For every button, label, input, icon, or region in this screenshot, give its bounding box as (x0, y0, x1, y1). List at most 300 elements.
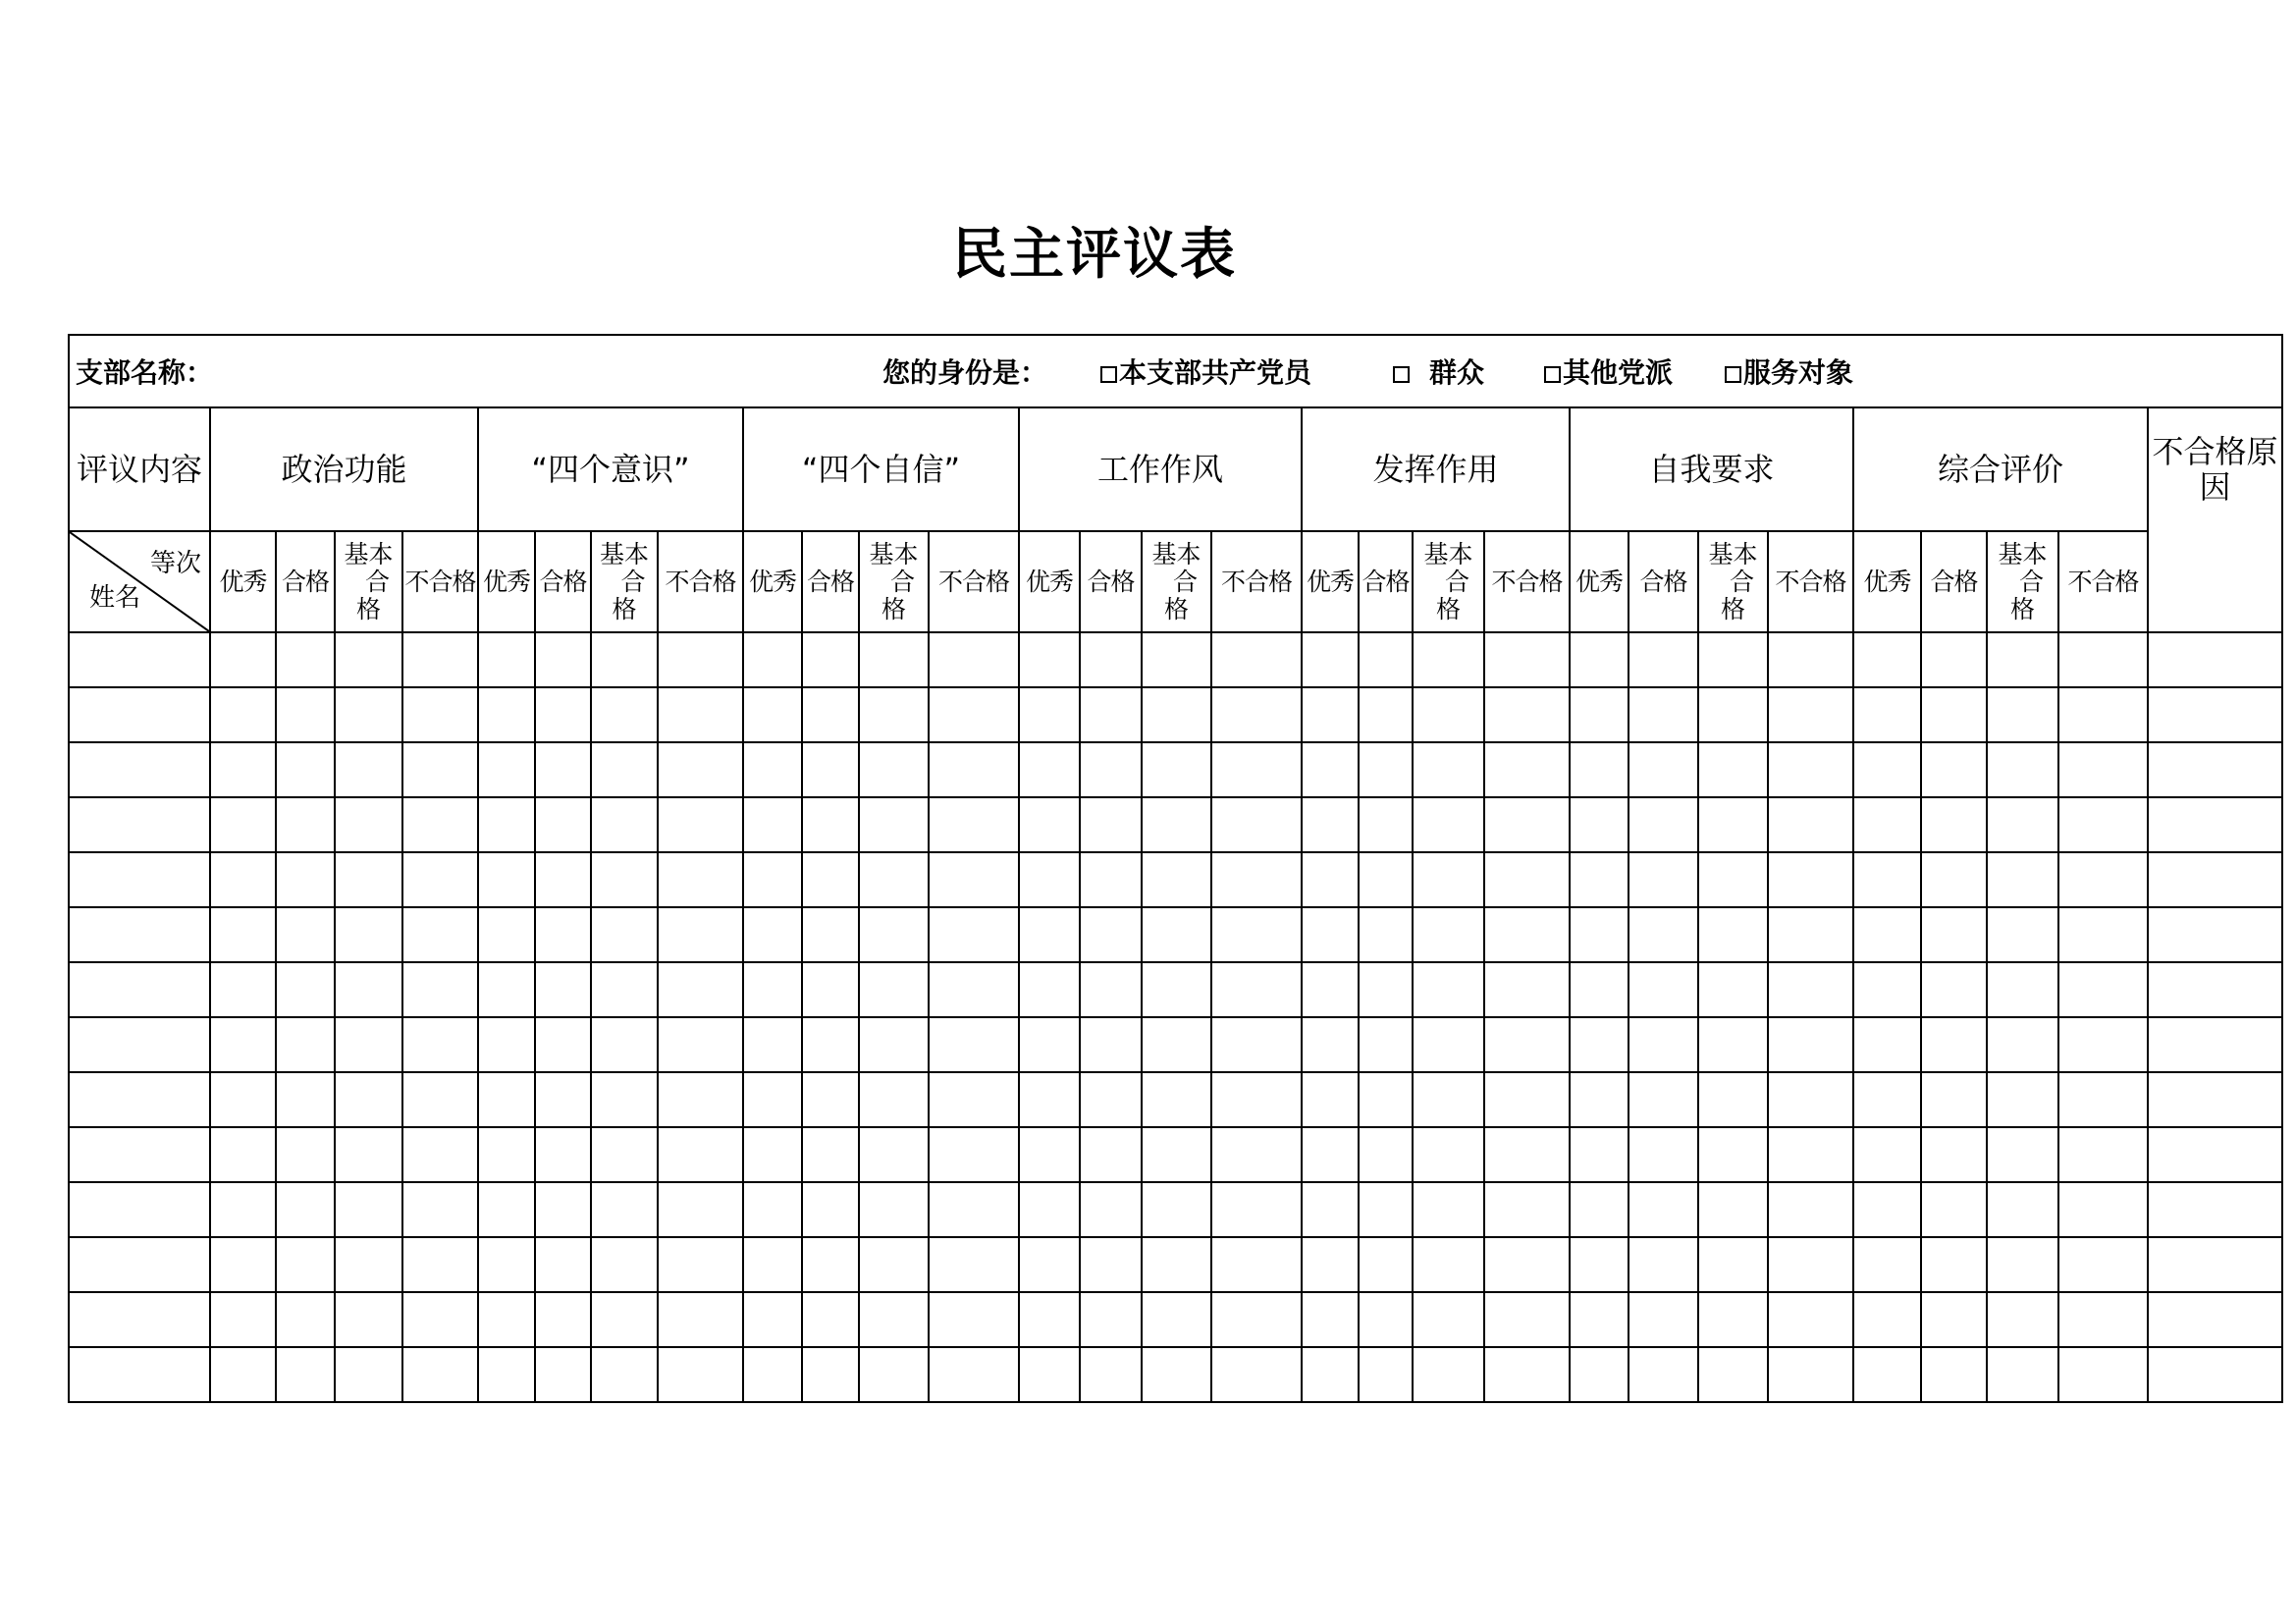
grade-mark-cell[interactable] (2058, 1347, 2148, 1402)
grade-mark-cell[interactable] (1853, 1072, 1921, 1127)
reason-cell[interactable] (2148, 1237, 2282, 1292)
grade-mark-cell[interactable] (591, 852, 658, 907)
grade-mark-cell[interactable] (802, 1072, 859, 1127)
grade-mark-cell[interactable] (1359, 1182, 1413, 1237)
grade-mark-cell[interactable] (402, 1237, 478, 1292)
identity-option-party-member[interactable] (1100, 352, 1311, 391)
grade-mark-cell[interactable] (402, 1182, 478, 1237)
grade-mark-cell[interactable] (929, 632, 1019, 687)
grade-mark-cell[interactable] (591, 632, 658, 687)
grade-mark-cell[interactable] (535, 1127, 591, 1182)
grade-mark-cell[interactable] (335, 1292, 402, 1347)
grade-mark-cell[interactable] (743, 797, 802, 852)
grade-mark-cell[interactable] (1413, 687, 1484, 742)
grade-mark-cell[interactable] (658, 1292, 743, 1347)
grade-mark-cell[interactable] (276, 797, 335, 852)
grade-mark-cell[interactable] (929, 1127, 1019, 1182)
grade-mark-cell[interactable] (1302, 852, 1359, 907)
grade-mark-cell[interactable] (1921, 1237, 1987, 1292)
grade-mark-cell[interactable] (335, 742, 402, 797)
grade-mark-cell[interactable] (1211, 1347, 1302, 1402)
grade-mark-cell[interactable] (743, 852, 802, 907)
identity-option-service-object[interactable] (1725, 352, 1853, 391)
grade-mark-cell[interactable] (478, 1127, 535, 1182)
grade-mark-cell[interactable] (1302, 907, 1359, 962)
grade-mark-cell[interactable] (1211, 962, 1302, 1017)
grade-mark-cell[interactable] (335, 1237, 402, 1292)
grade-mark-cell[interactable] (1629, 1017, 1698, 1072)
grade-mark-cell[interactable] (276, 962, 335, 1017)
grade-mark-cell[interactable] (929, 797, 1019, 852)
grade-mark-cell[interactable] (478, 1237, 535, 1292)
grade-mark-cell[interactable] (1019, 1017, 1080, 1072)
grade-mark-cell[interactable] (1987, 907, 2058, 962)
grade-mark-cell[interactable] (1413, 1182, 1484, 1237)
name-cell[interactable] (69, 797, 210, 852)
name-cell[interactable] (69, 742, 210, 797)
grade-mark-cell[interactable] (859, 687, 929, 742)
name-cell[interactable] (69, 687, 210, 742)
reason-cell[interactable] (2148, 1127, 2282, 1182)
grade-mark-cell[interactable] (1570, 1072, 1629, 1127)
grade-mark-cell[interactable] (1987, 1072, 2058, 1127)
grade-mark-cell[interactable] (1484, 1017, 1570, 1072)
grade-mark-cell[interactable] (743, 632, 802, 687)
grade-mark-cell[interactable] (1484, 1237, 1570, 1292)
grade-mark-cell[interactable] (1853, 1017, 1921, 1072)
grade-mark-cell[interactable] (859, 1127, 929, 1182)
grade-mark-cell[interactable] (658, 1127, 743, 1182)
grade-mark-cell[interactable] (210, 1127, 276, 1182)
grade-mark-cell[interactable] (1302, 1347, 1359, 1402)
grade-mark-cell[interactable] (1768, 1127, 1853, 1182)
grade-mark-cell[interactable] (335, 797, 402, 852)
grade-mark-cell[interactable] (591, 1182, 658, 1237)
grade-mark-cell[interactable] (210, 1237, 276, 1292)
grade-mark-cell[interactable] (478, 852, 535, 907)
grade-mark-cell[interactable] (1359, 1237, 1413, 1292)
grade-mark-cell[interactable] (535, 742, 591, 797)
grade-mark-cell[interactable] (1921, 797, 1987, 852)
grade-mark-cell[interactable] (1629, 797, 1698, 852)
grade-mark-cell[interactable] (210, 1292, 276, 1347)
grade-mark-cell[interactable] (2058, 1292, 2148, 1347)
grade-mark-cell[interactable] (1080, 1127, 1142, 1182)
grade-mark-cell[interactable] (743, 907, 802, 962)
grade-mark-cell[interactable] (1413, 1237, 1484, 1292)
grade-mark-cell[interactable] (1413, 852, 1484, 907)
grade-mark-cell[interactable] (210, 1017, 276, 1072)
grade-mark-cell[interactable] (1484, 1347, 1570, 1402)
grade-mark-cell[interactable] (1080, 852, 1142, 907)
grade-mark-cell[interactable] (1080, 962, 1142, 1017)
name-cell[interactable] (69, 907, 210, 962)
grade-mark-cell[interactable] (402, 797, 478, 852)
grade-mark-cell[interactable] (478, 687, 535, 742)
grade-mark-cell[interactable] (1629, 962, 1698, 1017)
grade-mark-cell[interactable] (1142, 1182, 1211, 1237)
grade-mark-cell[interactable] (929, 852, 1019, 907)
grade-mark-cell[interactable] (535, 1017, 591, 1072)
grade-mark-cell[interactable] (1570, 1017, 1629, 1072)
grade-mark-cell[interactable] (276, 632, 335, 687)
grade-mark-cell[interactable] (1768, 1182, 1853, 1237)
grade-mark-cell[interactable] (1768, 852, 1853, 907)
grade-mark-cell[interactable] (1698, 1347, 1768, 1402)
grade-mark-cell[interactable] (1921, 852, 1987, 907)
grade-mark-cell[interactable] (1484, 907, 1570, 962)
grade-mark-cell[interactable] (1019, 632, 1080, 687)
grade-mark-cell[interactable] (1359, 632, 1413, 687)
grade-mark-cell[interactable] (1142, 797, 1211, 852)
grade-mark-cell[interactable] (1359, 797, 1413, 852)
grade-mark-cell[interactable] (859, 797, 929, 852)
grade-mark-cell[interactable] (1142, 632, 1211, 687)
grade-mark-cell[interactable] (1211, 1072, 1302, 1127)
grade-mark-cell[interactable] (929, 1072, 1019, 1127)
grade-mark-cell[interactable] (658, 1237, 743, 1292)
grade-mark-cell[interactable] (1629, 1237, 1698, 1292)
grade-mark-cell[interactable] (743, 962, 802, 1017)
grade-mark-cell[interactable] (1413, 907, 1484, 962)
grade-mark-cell[interactable] (1629, 907, 1698, 962)
grade-mark-cell[interactable] (1698, 852, 1768, 907)
grade-mark-cell[interactable] (1019, 1127, 1080, 1182)
grade-mark-cell[interactable] (535, 962, 591, 1017)
grade-mark-cell[interactable] (1698, 1072, 1768, 1127)
grade-mark-cell[interactable] (210, 1347, 276, 1402)
grade-mark-cell[interactable] (1142, 1347, 1211, 1402)
name-cell[interactable] (69, 1017, 210, 1072)
grade-mark-cell[interactable] (1698, 742, 1768, 797)
grade-mark-cell[interactable] (1853, 742, 1921, 797)
grade-mark-cell[interactable] (802, 742, 859, 797)
grade-mark-cell[interactable] (1359, 1017, 1413, 1072)
grade-mark-cell[interactable] (1570, 687, 1629, 742)
grade-mark-cell[interactable] (802, 1017, 859, 1072)
grade-mark-cell[interactable] (1080, 1292, 1142, 1347)
grade-mark-cell[interactable] (591, 1292, 658, 1347)
grade-mark-cell[interactable] (1768, 742, 1853, 797)
grade-mark-cell[interactable] (802, 1292, 859, 1347)
grade-mark-cell[interactable] (859, 1237, 929, 1292)
grade-mark-cell[interactable] (1019, 687, 1080, 742)
grade-mark-cell[interactable] (1302, 632, 1359, 687)
grade-mark-cell[interactable] (535, 1182, 591, 1237)
grade-mark-cell[interactable] (1302, 962, 1359, 1017)
grade-mark-cell[interactable] (1921, 1182, 1987, 1237)
grade-mark-cell[interactable] (743, 1127, 802, 1182)
grade-mark-cell[interactable] (1080, 1347, 1142, 1402)
reason-cell[interactable] (2148, 1182, 2282, 1237)
grade-mark-cell[interactable] (535, 907, 591, 962)
grade-mark-cell[interactable] (929, 962, 1019, 1017)
grade-mark-cell[interactable] (1302, 1182, 1359, 1237)
grade-mark-cell[interactable] (402, 1017, 478, 1072)
grade-mark-cell[interactable] (2058, 797, 2148, 852)
grade-mark-cell[interactable] (1987, 1127, 2058, 1182)
grade-mark-cell[interactable] (1853, 1127, 1921, 1182)
grade-mark-cell[interactable] (1019, 1182, 1080, 1237)
grade-mark-cell[interactable] (929, 742, 1019, 797)
grade-mark-cell[interactable] (1629, 1072, 1698, 1127)
name-cell[interactable] (69, 1127, 210, 1182)
grade-mark-cell[interactable] (335, 687, 402, 742)
grade-mark-cell[interactable] (1484, 1292, 1570, 1347)
grade-mark-cell[interactable] (591, 1237, 658, 1292)
grade-mark-cell[interactable] (210, 907, 276, 962)
grade-mark-cell[interactable] (929, 687, 1019, 742)
grade-mark-cell[interactable] (2058, 962, 2148, 1017)
grade-mark-cell[interactable] (658, 907, 743, 962)
grade-mark-cell[interactable] (210, 852, 276, 907)
grade-mark-cell[interactable] (335, 1182, 402, 1237)
grade-mark-cell[interactable] (2058, 1072, 2148, 1127)
grade-mark-cell[interactable] (1921, 962, 1987, 1017)
grade-mark-cell[interactable] (478, 1182, 535, 1237)
grade-mark-cell[interactable] (335, 907, 402, 962)
name-cell[interactable] (69, 1347, 210, 1402)
grade-mark-cell[interactable] (1853, 1347, 1921, 1402)
grade-mark-cell[interactable] (1080, 907, 1142, 962)
grade-mark-cell[interactable] (1080, 632, 1142, 687)
grade-mark-cell[interactable] (1080, 1017, 1142, 1072)
grade-mark-cell[interactable] (1019, 1292, 1080, 1347)
reason-cell[interactable] (2148, 1347, 2282, 1402)
grade-mark-cell[interactable] (591, 907, 658, 962)
grade-mark-cell[interactable] (276, 1347, 335, 1402)
grade-mark-cell[interactable] (1484, 962, 1570, 1017)
grade-mark-cell[interactable] (743, 1182, 802, 1237)
grade-mark-cell[interactable] (1359, 962, 1413, 1017)
grade-mark-cell[interactable] (276, 1292, 335, 1347)
identity-option-other-party[interactable] (1544, 352, 1673, 391)
grade-mark-cell[interactable] (1211, 1017, 1302, 1072)
grade-mark-cell[interactable] (1629, 1127, 1698, 1182)
grade-mark-cell[interactable] (478, 907, 535, 962)
name-cell[interactable] (69, 1182, 210, 1237)
grade-mark-cell[interactable] (1570, 1182, 1629, 1237)
grade-mark-cell[interactable] (591, 687, 658, 742)
grade-mark-cell[interactable] (1413, 742, 1484, 797)
grade-mark-cell[interactable] (1484, 1182, 1570, 1237)
reason-cell[interactable] (2148, 852, 2282, 907)
grade-mark-cell[interactable] (1080, 1182, 1142, 1237)
grade-mark-cell[interactable] (859, 1182, 929, 1237)
grade-mark-cell[interactable] (1211, 907, 1302, 962)
grade-mark-cell[interactable] (1413, 962, 1484, 1017)
grade-mark-cell[interactable] (929, 1237, 1019, 1292)
grade-mark-cell[interactable] (478, 1017, 535, 1072)
grade-mark-cell[interactable] (1302, 1072, 1359, 1127)
grade-mark-cell[interactable] (1768, 907, 1853, 962)
grade-mark-cell[interactable] (859, 852, 929, 907)
grade-mark-cell[interactable] (1768, 632, 1853, 687)
grade-mark-cell[interactable] (1142, 907, 1211, 962)
grade-mark-cell[interactable] (929, 1292, 1019, 1347)
grade-mark-cell[interactable] (1142, 1017, 1211, 1072)
grade-mark-cell[interactable] (1629, 1347, 1698, 1402)
grade-mark-cell[interactable] (1302, 1127, 1359, 1182)
grade-mark-cell[interactable] (1484, 1072, 1570, 1127)
grade-mark-cell[interactable] (1768, 1237, 1853, 1292)
grade-mark-cell[interactable] (1302, 1292, 1359, 1347)
grade-mark-cell[interactable] (1211, 852, 1302, 907)
grade-mark-cell[interactable] (1413, 1017, 1484, 1072)
grade-mark-cell[interactable] (743, 1347, 802, 1402)
grade-mark-cell[interactable] (1302, 1017, 1359, 1072)
grade-mark-cell[interactable] (1698, 1292, 1768, 1347)
grade-mark-cell[interactable] (1921, 1072, 1987, 1127)
grade-mark-cell[interactable] (802, 852, 859, 907)
grade-mark-cell[interactable] (658, 632, 743, 687)
grade-mark-cell[interactable] (2058, 1017, 2148, 1072)
checkbox-icon[interactable] (1544, 366, 1561, 383)
grade-mark-cell[interactable] (1921, 907, 1987, 962)
grade-mark-cell[interactable] (535, 852, 591, 907)
grade-mark-cell[interactable] (743, 1237, 802, 1292)
grade-mark-cell[interactable] (1698, 962, 1768, 1017)
grade-mark-cell[interactable] (1019, 962, 1080, 1017)
grade-mark-cell[interactable] (1921, 632, 1987, 687)
reason-cell[interactable] (2148, 632, 2282, 687)
grade-mark-cell[interactable] (1570, 1292, 1629, 1347)
grade-mark-cell[interactable] (1019, 1237, 1080, 1292)
grade-mark-cell[interactable] (535, 687, 591, 742)
grade-mark-cell[interactable] (335, 852, 402, 907)
grade-mark-cell[interactable] (929, 1017, 1019, 1072)
grade-mark-cell[interactable] (802, 1182, 859, 1237)
grade-mark-cell[interactable] (859, 1292, 929, 1347)
grade-mark-cell[interactable] (1921, 1017, 1987, 1072)
grade-mark-cell[interactable] (1080, 797, 1142, 852)
grade-mark-cell[interactable] (1211, 1127, 1302, 1182)
grade-mark-cell[interactable] (210, 797, 276, 852)
grade-mark-cell[interactable] (2058, 852, 2148, 907)
grade-mark-cell[interactable] (802, 1237, 859, 1292)
grade-mark-cell[interactable] (1484, 797, 1570, 852)
grade-mark-cell[interactable] (1853, 907, 1921, 962)
name-cell[interactable] (69, 852, 210, 907)
grade-mark-cell[interactable] (1142, 1292, 1211, 1347)
grade-mark-cell[interactable] (1853, 1182, 1921, 1237)
grade-mark-cell[interactable] (1570, 962, 1629, 1017)
grade-mark-cell[interactable] (535, 1347, 591, 1402)
grade-mark-cell[interactable] (1302, 742, 1359, 797)
grade-mark-cell[interactable] (2058, 742, 2148, 797)
grade-mark-cell[interactable] (859, 632, 929, 687)
grade-mark-cell[interactable] (658, 1182, 743, 1237)
grade-mark-cell[interactable] (743, 1292, 802, 1347)
name-cell[interactable] (69, 1072, 210, 1127)
grade-mark-cell[interactable] (335, 1017, 402, 1072)
grade-mark-cell[interactable] (1698, 907, 1768, 962)
name-cell[interactable] (69, 1237, 210, 1292)
grade-mark-cell[interactable] (1359, 687, 1413, 742)
grade-mark-cell[interactable] (210, 742, 276, 797)
grade-mark-cell[interactable] (1570, 742, 1629, 797)
grade-mark-cell[interactable] (1570, 632, 1629, 687)
grade-mark-cell[interactable] (1080, 687, 1142, 742)
grade-mark-cell[interactable] (1302, 797, 1359, 852)
grade-mark-cell[interactable] (591, 1072, 658, 1127)
grade-mark-cell[interactable] (1142, 742, 1211, 797)
grade-mark-cell[interactable] (1211, 797, 1302, 852)
grade-mark-cell[interactable] (335, 962, 402, 1017)
reason-cell[interactable] (2148, 1017, 2282, 1072)
grade-mark-cell[interactable] (658, 687, 743, 742)
grade-mark-cell[interactable] (802, 962, 859, 1017)
grade-mark-cell[interactable] (1211, 742, 1302, 797)
grade-mark-cell[interactable] (402, 907, 478, 962)
grade-mark-cell[interactable] (1921, 687, 1987, 742)
grade-mark-cell[interactable] (1570, 1127, 1629, 1182)
grade-mark-cell[interactable] (1768, 1072, 1853, 1127)
grade-mark-cell[interactable] (402, 1347, 478, 1402)
grade-mark-cell[interactable] (591, 962, 658, 1017)
grade-mark-cell[interactable] (1142, 852, 1211, 907)
grade-mark-cell[interactable] (1698, 797, 1768, 852)
grade-mark-cell[interactable] (929, 1182, 1019, 1237)
grade-mark-cell[interactable] (859, 1072, 929, 1127)
grade-mark-cell[interactable] (1211, 1237, 1302, 1292)
grade-mark-cell[interactable] (535, 1292, 591, 1347)
grade-mark-cell[interactable] (1921, 1127, 1987, 1182)
grade-mark-cell[interactable] (1987, 797, 2058, 852)
grade-mark-cell[interactable] (1570, 797, 1629, 852)
grade-mark-cell[interactable] (1853, 797, 1921, 852)
grade-mark-cell[interactable] (210, 632, 276, 687)
grade-mark-cell[interactable] (1698, 1182, 1768, 1237)
name-cell[interactable] (69, 632, 210, 687)
grade-mark-cell[interactable] (1698, 632, 1768, 687)
grade-mark-cell[interactable] (402, 852, 478, 907)
grade-mark-cell[interactable] (591, 1347, 658, 1402)
grade-mark-cell[interactable] (1987, 632, 2058, 687)
grade-mark-cell[interactable] (276, 907, 335, 962)
grade-mark-cell[interactable] (1629, 1292, 1698, 1347)
grade-mark-cell[interactable] (478, 1347, 535, 1402)
grade-mark-cell[interactable] (1768, 1347, 1853, 1402)
grade-mark-cell[interactable] (1921, 742, 1987, 797)
grade-mark-cell[interactable] (1570, 1237, 1629, 1292)
grade-mark-cell[interactable] (402, 1292, 478, 1347)
grade-mark-cell[interactable] (1019, 1347, 1080, 1402)
grade-mark-cell[interactable] (1484, 852, 1570, 907)
grade-mark-cell[interactable] (2058, 1182, 2148, 1237)
grade-mark-cell[interactable] (1019, 1072, 1080, 1127)
name-cell[interactable] (69, 1292, 210, 1347)
grade-mark-cell[interactable] (1019, 907, 1080, 962)
grade-mark-cell[interactable] (478, 742, 535, 797)
grade-mark-cell[interactable] (1211, 1182, 1302, 1237)
grade-mark-cell[interactable] (1413, 632, 1484, 687)
grade-mark-cell[interactable] (2058, 1237, 2148, 1292)
grade-mark-cell[interactable] (1019, 742, 1080, 797)
grade-mark-cell[interactable] (478, 1072, 535, 1127)
grade-mark-cell[interactable] (402, 962, 478, 1017)
grade-mark-cell[interactable] (658, 742, 743, 797)
grade-mark-cell[interactable] (1019, 797, 1080, 852)
grade-mark-cell[interactable] (591, 1127, 658, 1182)
grade-mark-cell[interactable] (1359, 907, 1413, 962)
grade-mark-cell[interactable] (478, 632, 535, 687)
grade-mark-cell[interactable] (1080, 742, 1142, 797)
grade-mark-cell[interactable] (743, 687, 802, 742)
grade-mark-cell[interactable] (210, 962, 276, 1017)
grade-mark-cell[interactable] (1211, 687, 1302, 742)
grade-mark-cell[interactable] (276, 852, 335, 907)
